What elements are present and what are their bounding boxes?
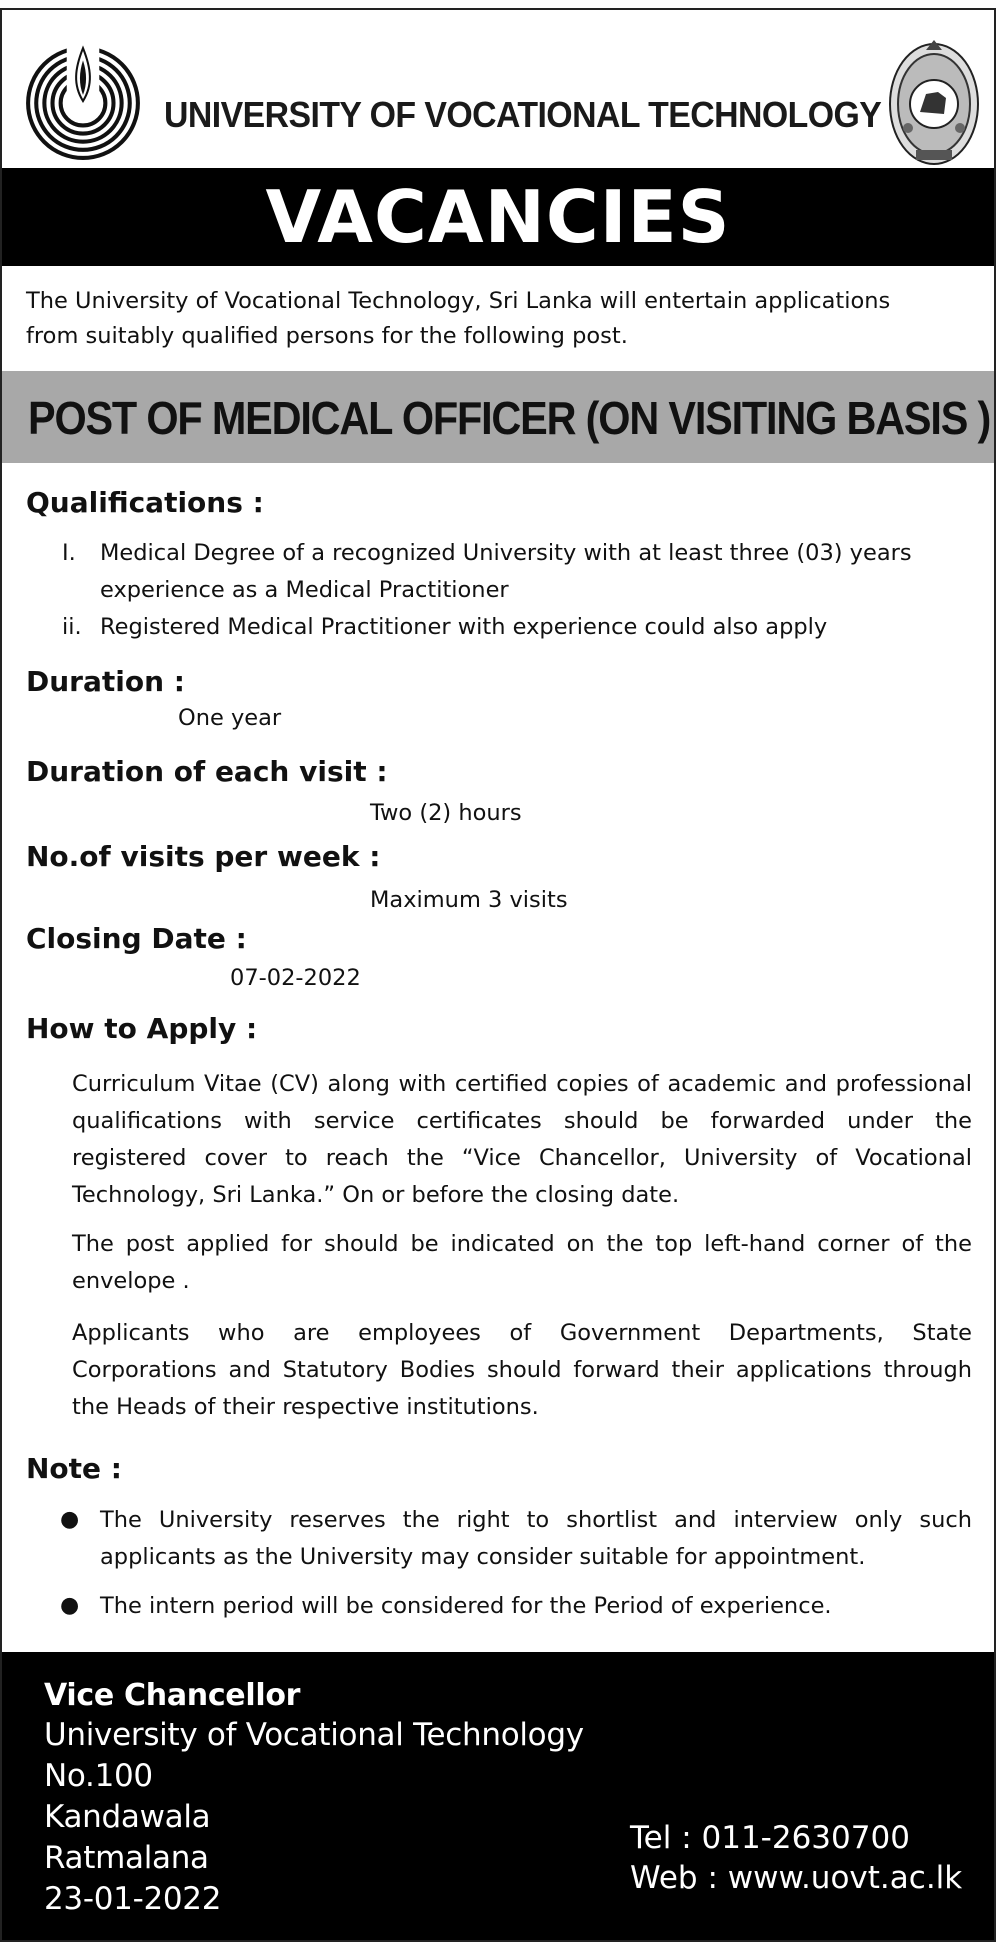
closing-date-value: 07-02-2022 [230, 965, 361, 991]
how-to-apply-heading: How to Apply : [26, 1012, 258, 1045]
vacancies-title: VACANCIES [265, 175, 731, 259]
intro-text [26, 284, 956, 354]
visit-duration-value: Two (2) hours [370, 800, 522, 826]
footer-telephone: Tel : 011-2630700 [630, 1820, 910, 1856]
qualifications-heading: Qualifications : [26, 486, 264, 519]
university-logo-icon [22, 38, 144, 160]
duration-heading: Duration : [26, 665, 185, 698]
footer-website-link[interactable]: Web : www.uovt.ac.lk [630, 1860, 963, 1896]
footer-address-line-4: Ratmalana [44, 1840, 209, 1876]
footer-address-line-3: Kandawala [44, 1799, 211, 1835]
sri-lanka-emblem-icon [886, 32, 982, 172]
visits-per-week-heading: No.of visits per week : [26, 840, 381, 873]
note-bullet-1-icon: ● [60, 1507, 80, 1532]
note-item-1: The University reserves the right to shortlist and interview only such applicants as the University may consider suitable for appointment. [100, 1507, 972, 1570]
qualification-number-2: ii. [62, 614, 82, 640]
note-heading: Note : [26, 1452, 122, 1485]
apply-paragraph-1: Curriculum Vitae (CV) along with certified copies of academic and professional qualifications with service certificates should be forwarded under the registered cover to reach the “Vice Chancellor, University of Vocational Technology, Sri Lanka.” On or before the closing date. [72, 1071, 972, 1208]
intro-line-1: The University of Vocational Technology, Sri Lanka will entertain applications [26, 288, 891, 314]
post-banner [2, 371, 994, 463]
duration-value: One year [178, 705, 282, 731]
post-title: POST OF MEDICAL OFFICER (ON VISITING BASIS ) [28, 392, 991, 444]
footer [2, 1652, 994, 1940]
qualification-1-line-2: experience as a Medical Practitioner [100, 577, 509, 603]
visit-duration-heading: Duration of each visit : [26, 755, 388, 788]
footer-address-line-1: University of Vocational Technology [44, 1717, 584, 1753]
footer-title: Vice Chancellor [44, 1678, 301, 1713]
header [2, 10, 994, 168]
vacancies-banner [2, 168, 994, 266]
footer-date: 23-01-2022 [44, 1881, 222, 1917]
qualification-1-line-1: Medical Degree of a recognized University with at least three (03) years [100, 540, 912, 566]
note-item-2: The intern period will be considered for the Period of experience. [100, 1593, 832, 1619]
university-title: UNIVERSITY OF VOCATIONAL TECHNOLOGY [164, 94, 882, 135]
visits-per-week-value: Maximum 3 visits [370, 887, 568, 913]
note-bullet-2-icon: ● [60, 1593, 80, 1618]
closing-date-heading: Closing Date : [26, 922, 247, 955]
apply-paragraph-3: Applicants who are employees of Government Departments, State Corporations and Statutory Bodies should forward their applications through the Heads of their respective institutions. [72, 1320, 972, 1420]
qualification-number-1: I. [62, 540, 76, 566]
footer-address-line-2: No.100 [44, 1758, 153, 1794]
qualification-2-line-1: Registered Medical Practitioner with experience could also apply [100, 614, 828, 640]
intro-line-2: from suitably qualified persons for the following post. [26, 323, 628, 349]
apply-paragraph-2: The post applied for should be indicated on the top left-hand corner of the envelope . [72, 1231, 972, 1294]
